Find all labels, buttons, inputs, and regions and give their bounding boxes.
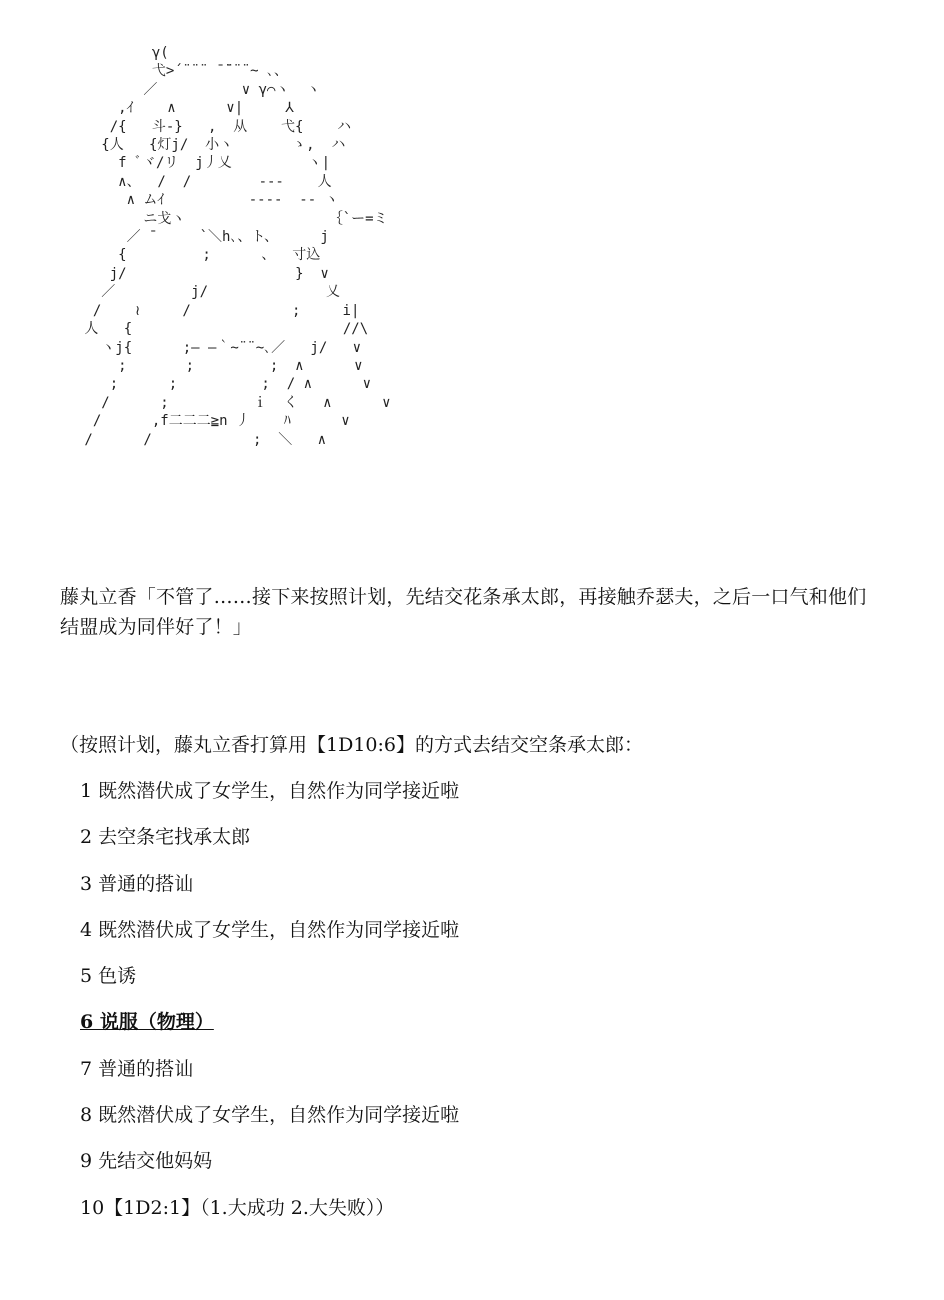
option-item-6-selected: 6 说服（物理） xyxy=(80,1011,214,1034)
option-item-10: 10【1D2:1】（1.大成功 2.大失败）） xyxy=(80,1196,395,1219)
option-item-7: 7 普通的搭讪 xyxy=(80,1057,194,1080)
option-item-8: 8 既然潜伏成了女学生，自然作为同学接近啦 xyxy=(80,1104,460,1127)
option-item-5: 5 色诱 xyxy=(80,965,137,988)
option-item-1: 1 既然潜伏成了女学生，自然作为同学接近啦 xyxy=(80,780,460,802)
options-intro: （按照计划，藤丸立香打算用【1D10:6】的方式去结交空条承太郎： xyxy=(60,734,643,756)
option-list xyxy=(60,776,880,1239)
ascii-art-illustration: γ( 弋>´¨¨¨ ̄ ̄¨¨¨~ ､、 ／ ∨ γ⌒ヽ ヽ ,ｲ ∧ ∨| ⅄ /{ 斗-} , 从 弋{ ハ {人 {灯j/ 小ヽ ゝ, ハ f ﾞヾ/リ j丿乂 ヽ| ∧、 / / ‐‐‐ 人 ∧ ムｲ ‐‐‐‐ ‐‐ ヽ ニ戈ヽ ｛`ー=ミ ／ ̄ `＼h､、ト、 j { ; 、 寸込 j/ } ∨ ／ j/ 乂 / ≀ / ; i| 人 { //\ ヽj{ ;― ―｀~¨¨~､／ j/ ∨ ; ; ; ∧ ∨ ; ; ; / ∧ ∨ / ; ｉ く ∧ ∨ / ,f二二二≧n 丿 ﾊ ∨ / / ; ＼ ∧ xyxy=(84,45,391,448)
option-item-4: 4 既然潜伏成了女学生，自然作为同学接近啦 xyxy=(80,918,460,941)
option-item-3: 3 普通的搭讪 xyxy=(80,872,194,895)
option-item-2: 2 去空条宅找承太郎 xyxy=(80,826,251,849)
dice-options-block xyxy=(60,730,880,1239)
option-item-9: 9 先结交他妈妈 xyxy=(80,1150,213,1173)
character-dialogue: 藤丸立香「不管了……接下来按照计划，先结交花条承太郎，再接触乔瑟夫，之后一口气和他们结盟成为同伴好了！」 xyxy=(60,586,867,638)
